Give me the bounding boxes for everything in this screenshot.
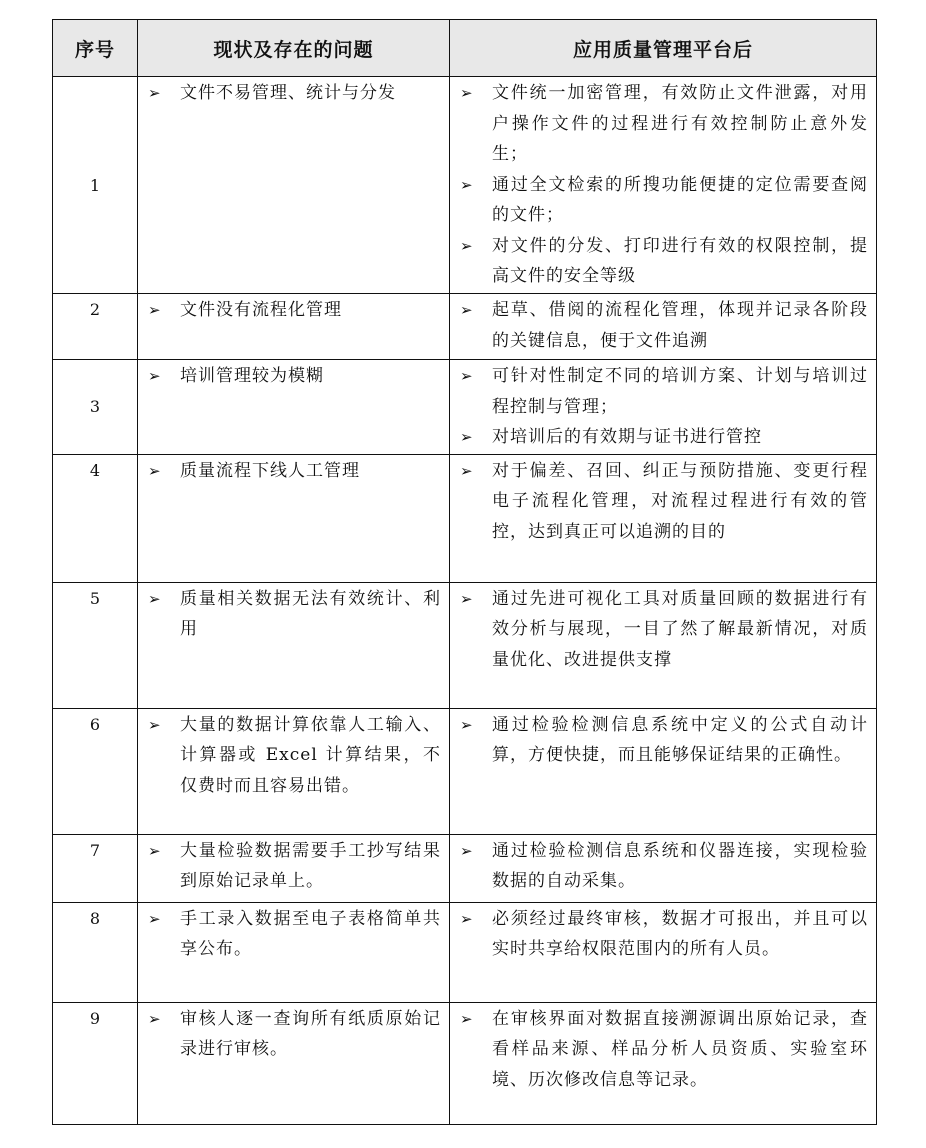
solution-bullet-item	[450, 295, 876, 356]
solution-bullet-item	[450, 456, 876, 548]
row-index: 9	[53, 1002, 138, 1124]
row-index: 1	[53, 77, 138, 294]
arrow-bullet-icon: ➢	[460, 841, 473, 860]
arrow-bullet-icon: ➢	[148, 461, 161, 480]
solution-cell	[450, 1002, 877, 1124]
problem-bullet-item	[138, 78, 449, 109]
solution-bullet-item	[450, 422, 876, 453]
table-row	[53, 902, 877, 1002]
problem-bullet-item	[138, 904, 449, 965]
row-index: 7	[53, 834, 138, 902]
solution-text: 起草、借阅的流程化管理，体现并记录各阶段的关键信息，便于文件追溯	[492, 300, 868, 351]
arrow-bullet-icon: ➢	[148, 84, 161, 102]
solution-text: 通过检验检测信息系统中定义的公式自动计算，方便快捷，而且能够保证结果的正确性。	[492, 714, 868, 765]
solution-text: 在审核界面对数据直接溯源调出原始记录，查看样品来源、样品分析人员资质、实验室环境、历次修改信息等记录。	[492, 1008, 868, 1090]
arrow-bullet-icon: ➢	[148, 909, 161, 928]
arrow-bullet-icon: ➢	[460, 461, 473, 480]
solution-text: 对于偏差、召回、纠正与预防措施、变更行程电子流程化管理，对流程过程进行有效的管控，达到真正可以追溯的目的	[492, 460, 868, 542]
table-row	[53, 360, 877, 455]
solution-bullet-item	[450, 78, 876, 170]
problem-cell	[138, 708, 450, 834]
header-solutions: 应用质量管理平台后	[450, 20, 877, 77]
problem-cell	[138, 77, 450, 294]
row-index: 4	[53, 454, 138, 582]
table-header-row	[53, 20, 877, 77]
problem-cell	[138, 454, 450, 582]
problem-cell	[138, 294, 450, 360]
problem-bullet-item	[138, 1004, 449, 1065]
header-problems: 现状及存在的问题	[138, 20, 450, 77]
comparison-table	[52, 19, 877, 1125]
arrow-bullet-icon: ➢	[460, 1009, 473, 1028]
row-index: 6	[53, 708, 138, 834]
row-index: 5	[53, 582, 138, 708]
table-row	[53, 77, 877, 294]
table-row	[53, 294, 877, 360]
arrow-bullet-icon: ➢	[460, 236, 473, 255]
solution-text: 通过全文检索的所搜功能便捷的定位需要查阅的文件；	[492, 174, 868, 225]
solution-bullet-item	[450, 170, 876, 231]
solution-text: 对文件的分发、打印进行有效的权限控制，提高文件的安全等级	[492, 235, 868, 286]
table-row	[53, 708, 877, 834]
arrow-bullet-icon: ➢	[148, 301, 161, 319]
table-row	[53, 834, 877, 902]
solution-cell	[450, 454, 877, 582]
arrow-bullet-icon: ➢	[460, 909, 473, 928]
solution-bullet-item	[450, 1004, 876, 1096]
problem-cell	[138, 1002, 450, 1124]
arrow-bullet-icon: ➢	[148, 589, 161, 608]
problem-text: 文件没有流程化管理	[180, 300, 342, 320]
solution-text: 对培训后的有效期与证书进行管控	[492, 427, 762, 447]
problem-bullet-item	[138, 295, 449, 326]
problem-bullet-item	[138, 836, 449, 897]
solution-bullet-item	[450, 836, 876, 897]
arrow-bullet-icon: ➢	[460, 428, 473, 446]
solution-text: 必须经过最终审核，数据才可报出，并且可以实时共享给权限范围内的所有人员。	[492, 908, 868, 959]
problem-text: 文件不易管理、统计与分发	[180, 83, 396, 103]
arrow-bullet-icon: ➢	[460, 301, 473, 319]
problem-text: 质量相关数据无法有效统计、利用	[180, 588, 441, 639]
solution-bullet-item	[450, 361, 876, 422]
problem-text: 培训管理较为模糊	[180, 366, 324, 386]
arrow-bullet-icon: ➢	[148, 715, 161, 734]
arrow-bullet-icon: ➢	[148, 1009, 161, 1028]
solution-bullet-item	[450, 231, 876, 292]
solution-bullet-item	[450, 584, 876, 676]
problem-cell	[138, 902, 450, 1002]
arrow-bullet-icon: ➢	[148, 841, 161, 860]
table-row	[53, 582, 877, 708]
problem-bullet-item	[138, 456, 449, 487]
solution-cell	[450, 708, 877, 834]
arrow-bullet-icon: ➢	[460, 84, 473, 102]
arrow-bullet-icon: ➢	[460, 367, 473, 385]
problem-cell	[138, 360, 450, 455]
arrow-bullet-icon: ➢	[460, 589, 473, 608]
solution-cell	[450, 902, 877, 1002]
solution-text: 通过先进可视化工具对质量回顾的数据进行有效分析与展现，一目了然了解最新情况，对质量优化、改进提供支撑	[492, 588, 868, 670]
comparison-table-wrapper	[52, 19, 876, 1125]
arrow-bullet-icon: ➢	[148, 367, 161, 385]
solution-cell	[450, 77, 877, 294]
problem-cell	[138, 582, 450, 708]
solution-text: 可针对性制定不同的培训方案、计划与培训过程控制与管理；	[492, 366, 868, 417]
solution-cell	[450, 582, 877, 708]
solution-bullet-item	[450, 710, 876, 771]
problem-text: 质量流程下线人工管理	[180, 460, 360, 481]
solution-cell	[450, 360, 877, 455]
problem-bullet-item	[138, 361, 449, 392]
header-index: 序号	[53, 20, 138, 77]
problem-text: 手工录入数据至电子表格简单共享公布。	[180, 908, 441, 959]
problem-text: 大量检验数据需要手工抄写结果到原始记录单上。	[180, 840, 441, 891]
row-index: 3	[53, 360, 138, 455]
row-index: 8	[53, 902, 138, 1002]
row-index: 2	[53, 294, 138, 360]
table-body	[53, 77, 877, 1125]
table-row	[53, 1002, 877, 1124]
problem-text: 大量的数据计算依靠人工输入、计算器或 Excel 计算结果，不仅费时而且容易出错。	[180, 714, 441, 796]
arrow-bullet-icon: ➢	[460, 175, 473, 194]
solution-text: 文件统一加密管理，有效防止文件泄露，对用户操作文件的过程进行有效控制防止意外发生；	[492, 83, 868, 164]
solution-bullet-item	[450, 904, 876, 965]
problem-bullet-item	[138, 584, 449, 645]
table-row	[53, 454, 877, 582]
solution-text: 通过检验检测信息系统和仪器连接，实现检验数据的自动采集。	[492, 840, 868, 891]
problem-bullet-item	[138, 710, 449, 802]
problem-cell	[138, 834, 450, 902]
problem-text: 审核人逐一查询所有纸质原始记录进行审核。	[180, 1008, 441, 1059]
solution-cell	[450, 834, 877, 902]
arrow-bullet-icon: ➢	[460, 715, 473, 734]
solution-cell	[450, 294, 877, 360]
